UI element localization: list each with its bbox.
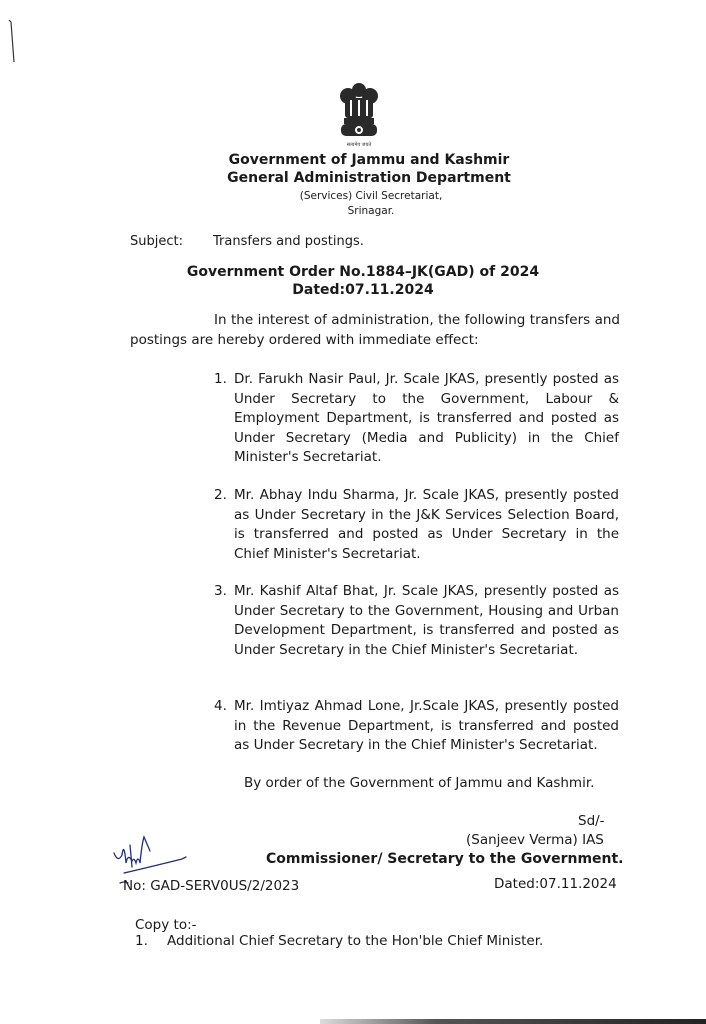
margin-pen-mark (8, 18, 16, 64)
list-item (214, 697, 619, 756)
list-item (214, 486, 619, 564)
state-emblem-icon (336, 80, 382, 146)
emblem-motto: सत्यमेव जयते (346, 142, 372, 148)
signatory-title: Commissioner/ Secretary to the Government. (266, 851, 624, 867)
order-date: Dated:07.11.2024 (292, 282, 434, 298)
list-item-text: Mr. Kashif Altaf Bhat, Jr. Scale JKAS, presently posted as Under Secretary to the Government, Housing and Urban Development Department, is transferred and posted as Under Secretary in the Chief Minister's Secretariat. (234, 583, 619, 658)
reference-date: Dated:07.11.2024 (494, 876, 617, 892)
by-order-line: By order of the Government of Jammu and Kashmir. (244, 775, 595, 791)
copy-to-item-number: 1. (135, 933, 148, 949)
office-line: (Services) Civil Secretariat, (299, 190, 443, 202)
government-heading: Government of Jammu and Kashmir (228, 152, 510, 168)
list-item-number: 1. (214, 371, 227, 387)
subject-label: Subject: (130, 234, 183, 249)
city-line: Srinagar. (347, 205, 395, 217)
list-item-text: Mr. Abhay Indu Sharma, Jr. Scale JKAS, presently posted as Under Secretary in the J&K Services Selection Board, is transferred and posted as Under Secretary in the Chief Minister's Secretariat. (234, 487, 619, 562)
list-item-number: 4. (214, 698, 227, 714)
copy-to-item (135, 933, 543, 949)
list-item-number: 2. (214, 487, 227, 503)
list-item-number: 3. (214, 583, 227, 599)
subject-text: Transfers and postings. (213, 234, 364, 249)
signatory-name: (Sanjeev Verma) IAS (466, 832, 604, 848)
list-item (214, 582, 619, 660)
order-number: Government Order No.1884–JK(GAD) of 2024 (186, 264, 540, 280)
reference-number: No: GAD-SERV0US/2/2023 (123, 878, 300, 894)
copy-to-item-text: Additional Chief Secretary to the Hon'ble Chief Minister. (167, 933, 544, 949)
copy-to-label: Copy to:- (135, 917, 197, 933)
list-item-text: Dr. Farukh Nasir Paul, Jr. Scale JKAS, presently posted as Under Secretary to the Government, Labour & Employment Department, is transferred and posted as Under Secretary (Media and Publicity) in the Chief Minister's Secretariat. (234, 371, 619, 465)
list-item-text: Mr. Imtiyaz Ahmad Lone, Jr.Scale JKAS, presently posted in the Revenue Department, is transferred and posted as Under Secretary in the Chief Minister's Secretariat. (234, 698, 619, 753)
signed-mark: Sd/- (578, 813, 605, 829)
list-item (214, 370, 619, 468)
department-heading: General Administration Department (227, 170, 511, 186)
intro-paragraph: In the interest of administration, the following transfers and postings are hereby ordered with immediate effect: (130, 312, 620, 348)
scan-edge-shadow (320, 1019, 706, 1024)
